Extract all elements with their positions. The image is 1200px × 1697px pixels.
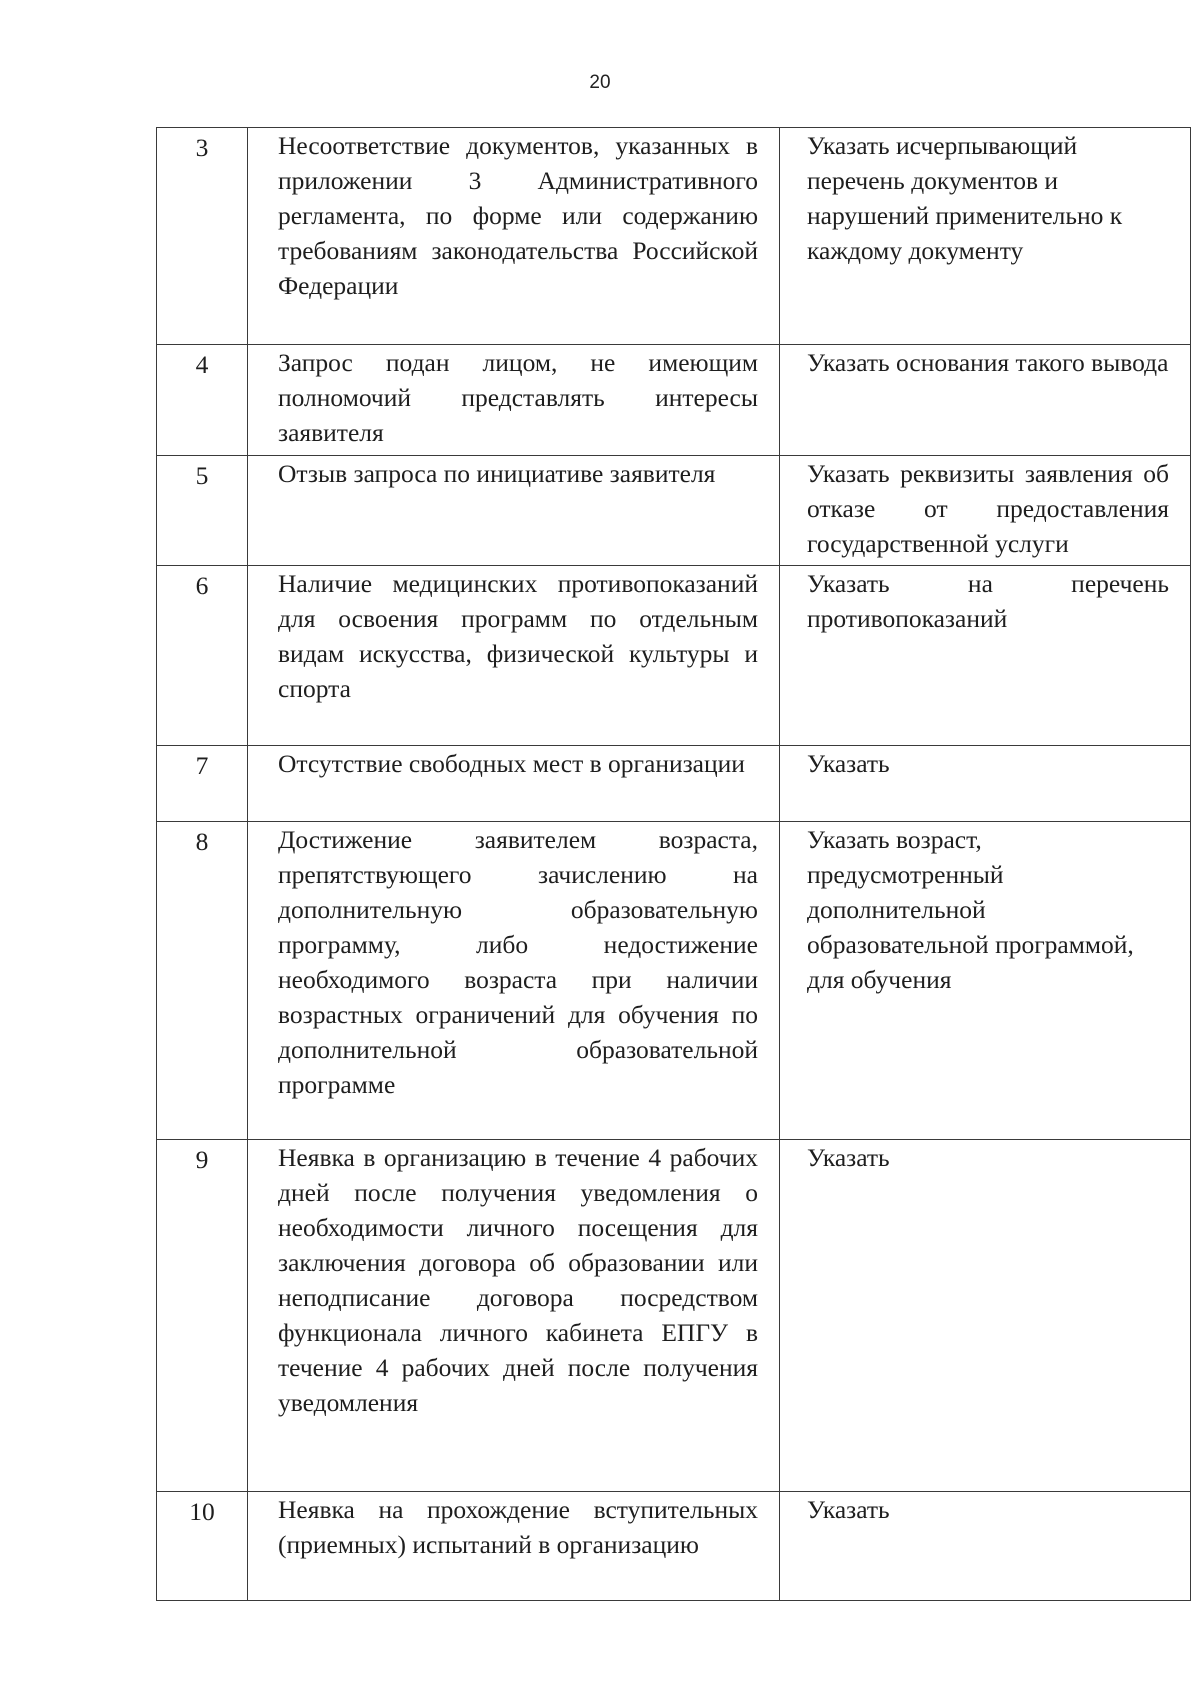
required-action: Указать возраст, предусмотренный дополнительной образовательной программой, для обучения (780, 822, 1191, 1140)
refusal-reason: Неявка на прохождение вступительных (приемных) испытаний в организацию (248, 1492, 780, 1601)
refusal-reason: Запрос подан лицом, не имеющим полномочий представлять интересы заявителя (248, 345, 780, 456)
required-action: Указать исчерпывающий перечень документов и нарушений применительно к каждому документу (780, 128, 1191, 345)
table-row (157, 566, 1191, 746)
table-row (157, 345, 1191, 456)
row-number: 10 (157, 1492, 248, 1601)
required-action: Указать (780, 746, 1191, 822)
page-number: 20 (589, 72, 611, 93)
table-row (157, 128, 1191, 345)
row-number: 9 (157, 1140, 248, 1492)
row-number: 7 (157, 746, 248, 822)
row-number: 5 (157, 456, 248, 566)
refusal-reason: Неявка в организацию в течение 4 рабочих дней после получения уведомления о необходимости личного посещения для заключения договора об образовании или неподписание договора посредством функционала личного кабинета ЕПГУ в течение 4 рабочих дней после получения уведомления (248, 1140, 780, 1492)
refusal-reason: Несоответствие документов, указанных в приложении 3 Административного регламента, по форме или содержанию требованиям законодательства Российской Федерации (248, 128, 780, 345)
row-number: 4 (157, 345, 248, 456)
required-action: Указать (780, 1492, 1191, 1601)
refusal-reason: Отзыв запроса по инициативе заявителя (248, 456, 780, 566)
refusal-grounds-table (156, 127, 1191, 1601)
table-row (157, 1492, 1191, 1601)
row-number: 6 (157, 566, 248, 746)
refusal-reason: Отсутствие свободных мест в организации (248, 746, 780, 822)
row-number: 3 (157, 128, 248, 345)
table-row (157, 456, 1191, 566)
required-action: Указать (780, 1140, 1191, 1492)
row-number: 8 (157, 822, 248, 1140)
required-action: Указать на перечень противопоказаний (780, 566, 1191, 746)
table-row (157, 746, 1191, 822)
table-row (157, 1140, 1191, 1492)
refusal-reason: Достижение заявителем возраста, препятствующего зачислению на дополнительную образовательную программу, либо недостижение необходимого возраста при наличии возрастных ограничений для обучения по дополнительной образовательной программе (248, 822, 780, 1140)
required-action: Указать реквизиты заявления об отказе от предоставления государственной услуги (780, 456, 1191, 566)
table-row (157, 822, 1191, 1140)
refusal-reason: Наличие медицинских противопоказаний для освоения программ по отдельным видам искусства, физической культуры и спорта (248, 566, 780, 746)
required-action: Указать основания такого вывода (780, 345, 1191, 456)
